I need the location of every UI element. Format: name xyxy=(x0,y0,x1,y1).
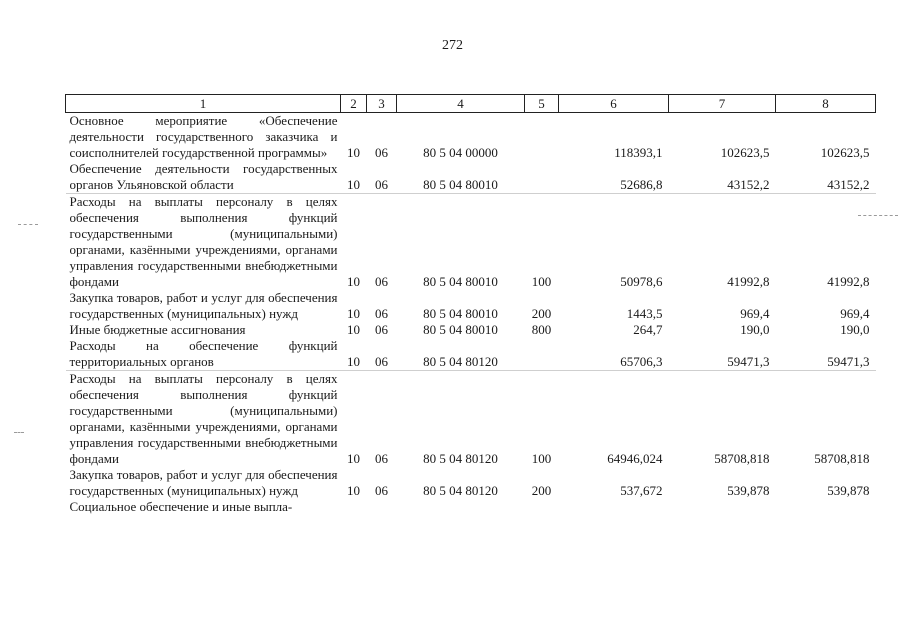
col-header-4: 4 xyxy=(397,95,525,113)
row-subsection: 06 xyxy=(375,274,388,289)
col-header-5: 5 xyxy=(525,95,559,113)
row-subsection xyxy=(367,499,397,515)
row-amount-col8 xyxy=(776,499,876,515)
row-amount-col6: 65706,3 xyxy=(559,338,669,371)
row-section: 10 xyxy=(347,483,360,498)
row-amount-col7 xyxy=(669,499,776,515)
row-description: Расходы на обеспечение функций территориальных органов xyxy=(66,338,341,371)
row-description: Расходы на выплаты персоналу в целях обеспечения выполнения функций государственными (муниципальными) органами, казёнными учреждениями, органами управления государственными внебюджетными фондами xyxy=(69,371,338,466)
table-row xyxy=(66,338,876,371)
row-target-code: 80 5 04 80010 xyxy=(423,322,498,337)
row-subsection: 06 xyxy=(367,161,397,194)
row-amount-col8: 102623,5 xyxy=(820,145,870,160)
row-expense-type: 100 xyxy=(531,274,552,289)
row-description: Закупка товаров, работ и услуг для обеспечения государственных (муниципальных) нужд xyxy=(69,467,338,498)
row-target-code: 80 5 04 80120 xyxy=(423,483,498,498)
row-amount-col7: 41992,8 xyxy=(727,274,770,289)
row-amount-col7: 102623,5 xyxy=(720,145,770,160)
row-amount-col6: 118393,1 xyxy=(614,145,663,160)
row-subsection: 06 xyxy=(367,338,397,371)
row-subsection: 06 xyxy=(375,322,388,337)
row-target-code: 80 5 04 80120 xyxy=(397,338,525,371)
col-header-6: 6 xyxy=(559,95,669,113)
row-description: Расходы на выплаты персоналу в целях обеспечения выполнения функций государственными (муниципальными) органами, казёнными учреждениями, органами управления государственными внебюджетными фондами xyxy=(69,194,338,289)
table-row xyxy=(66,322,876,338)
scan-rule-right xyxy=(858,215,898,216)
row-target-code: 80 5 04 80010 xyxy=(397,161,525,194)
row-amount-col7: 59471,3 xyxy=(669,338,776,371)
row-target-code: 80 5 04 80010 xyxy=(423,274,498,289)
table-row xyxy=(66,371,876,468)
row-subsection: 06 xyxy=(375,451,388,466)
table-row xyxy=(66,113,876,162)
table-row xyxy=(66,499,876,515)
row-expense-type: 200 xyxy=(531,483,552,498)
row-expense-type: 200 xyxy=(531,306,552,321)
table-row xyxy=(66,194,876,291)
row-target-code: 80 5 04 00000 xyxy=(423,145,498,160)
row-amount-col6: 537,672 xyxy=(620,483,663,498)
scan-rule-left-lower xyxy=(14,432,24,433)
column-number-header xyxy=(66,95,876,113)
row-amount-col7: 43152,2 xyxy=(669,161,776,194)
row-description: Социальное обеспечение и иные выпла- xyxy=(69,499,293,514)
table-row xyxy=(66,467,876,499)
row-amount-col6: 1443,5 xyxy=(626,306,663,321)
row-amount-col8: 539,878 xyxy=(827,483,870,498)
row-target-code: 80 5 04 80120 xyxy=(423,451,498,466)
row-amount-col6 xyxy=(559,499,669,515)
row-subsection: 06 xyxy=(375,145,388,160)
col-header-8: 8 xyxy=(776,95,876,113)
table-row xyxy=(66,290,876,322)
row-amount-col8: 41992,8 xyxy=(827,274,870,289)
table-row xyxy=(66,161,876,194)
row-subsection: 06 xyxy=(375,306,388,321)
row-section: 10 xyxy=(347,274,360,289)
row-description: Иные бюджетные ассигнования xyxy=(69,322,246,337)
row-amount-col8: 59471,3 xyxy=(776,338,876,371)
col-header-3: 3 xyxy=(367,95,397,113)
row-amount-col7: 969,4 xyxy=(740,306,770,321)
scan-rule-left xyxy=(18,224,38,225)
row-amount-col6: 50978,6 xyxy=(620,274,663,289)
row-amount-col7: 190,0 xyxy=(740,322,770,337)
row-expense-type: 100 xyxy=(531,451,552,466)
row-amount-col6: 264,7 xyxy=(633,322,663,337)
row-section: 10 xyxy=(347,145,360,160)
col-header-2: 2 xyxy=(341,95,367,113)
row-section: 10 xyxy=(347,322,360,337)
row-target-code xyxy=(397,499,525,515)
row-subsection: 06 xyxy=(375,483,388,498)
row-section: 10 xyxy=(341,161,367,194)
row-amount-col8: 190,0 xyxy=(840,322,870,337)
row-description: Закупка товаров, работ и услуг для обеспечения государственных (муниципальных) нужд xyxy=(69,290,338,321)
col-header-1: 1 xyxy=(66,95,341,113)
row-expense-type xyxy=(525,499,559,515)
row-amount-col8: 969,4 xyxy=(840,306,870,321)
row-target-code: 80 5 04 80010 xyxy=(423,306,498,321)
row-expense-type xyxy=(525,338,559,371)
row-section xyxy=(341,499,367,515)
row-amount-col6: 52686,8 xyxy=(559,161,669,194)
row-expense-type xyxy=(525,161,559,194)
budget-table xyxy=(65,94,876,515)
row-description: Обеспечение деятельности государственных органов Ульяновской области xyxy=(66,161,341,194)
row-section: 10 xyxy=(347,451,360,466)
row-amount-col8: 43152,2 xyxy=(776,161,876,194)
row-amount-col8: 58708,818 xyxy=(814,451,870,466)
row-expense-type xyxy=(525,113,559,162)
col-header-7: 7 xyxy=(669,95,776,113)
row-section: 10 xyxy=(347,306,360,321)
row-amount-col7: 58708,818 xyxy=(714,451,770,466)
row-amount-col7: 539,878 xyxy=(727,483,770,498)
row-description: Основное мероприятие «Обеспечение деятельности государственного заказчика и соисполнителей государственной программы» xyxy=(69,113,338,160)
row-amount-col6: 64946,024 xyxy=(607,451,663,466)
page-number: 272 xyxy=(442,38,463,53)
row-section: 10 xyxy=(341,338,367,371)
row-expense-type: 800 xyxy=(531,322,552,337)
